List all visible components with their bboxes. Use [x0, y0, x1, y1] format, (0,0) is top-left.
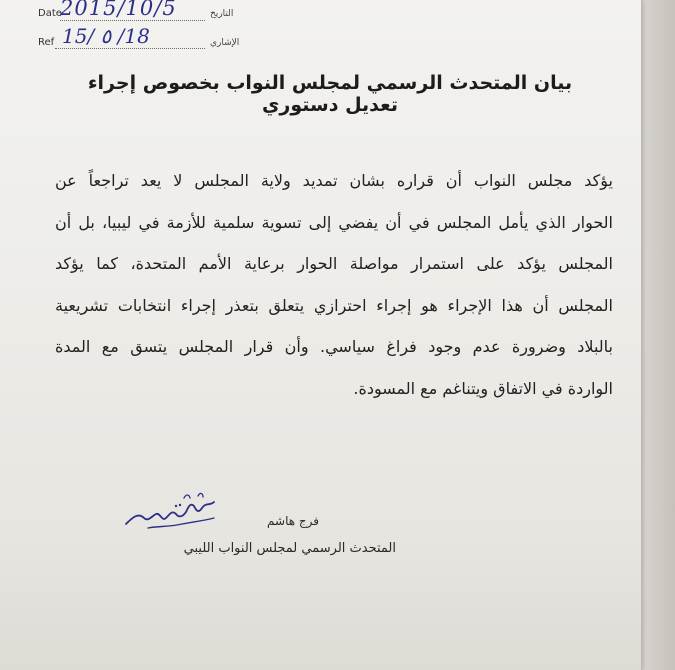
date-label-en: Date — [38, 8, 62, 19]
ref-line — [55, 48, 205, 49]
body-line-4: المجلس أن هذا الإجراء هو إجراء احترازي يتعلق بتعذر إجراء انتخابات تشريعية — [55, 295, 613, 315]
signatory-name: فرج هاشم — [267, 514, 319, 528]
body-line-2: الحوار الذي يأمل المجلس في أن يفضي إلى تسوية سلمية للأزمة في ليبيا، بل أن — [55, 212, 613, 232]
body-line-1: يؤكد مجلس النواب أن قراره بشان تمديد ولاية المجلس لا يعد تراجعاً عن — [55, 171, 613, 190]
ref-label-en: Ref — [38, 37, 55, 48]
body-line-6: الواردة في الاتفاق ويتناغم مع المسودة. — [353, 378, 613, 398]
statement-body — [55, 160, 613, 409]
date-label-ar: التاريخ — [210, 9, 234, 19]
body-line-3: المجلس يؤكد على استمرار مواصلة الحوار برعاية الأمم المتحدة، كما يؤكد — [55, 254, 613, 273]
signatory-title: المتحدث الرسمي لمجلس النواب الليبي — [183, 541, 396, 556]
date-line — [60, 20, 205, 21]
page-edge-shadow — [641, 0, 675, 670]
date-value: 2015/10/5 — [60, 0, 177, 20]
body-line-5: بالبلاد وضرورة عدم وجود فراغ سياسي. وأن قرار المجلس يتسق مع المدة — [55, 337, 613, 356]
statement-title: بيان المتحدث الرسمي لمجلس النواب بخصوص إجراء تعديل دستوري — [87, 72, 573, 116]
handwritten-signature — [118, 488, 228, 538]
ref-label-ar: الإشاري — [210, 38, 240, 48]
ref-value: 15/ ٥ /18 — [62, 24, 150, 48]
